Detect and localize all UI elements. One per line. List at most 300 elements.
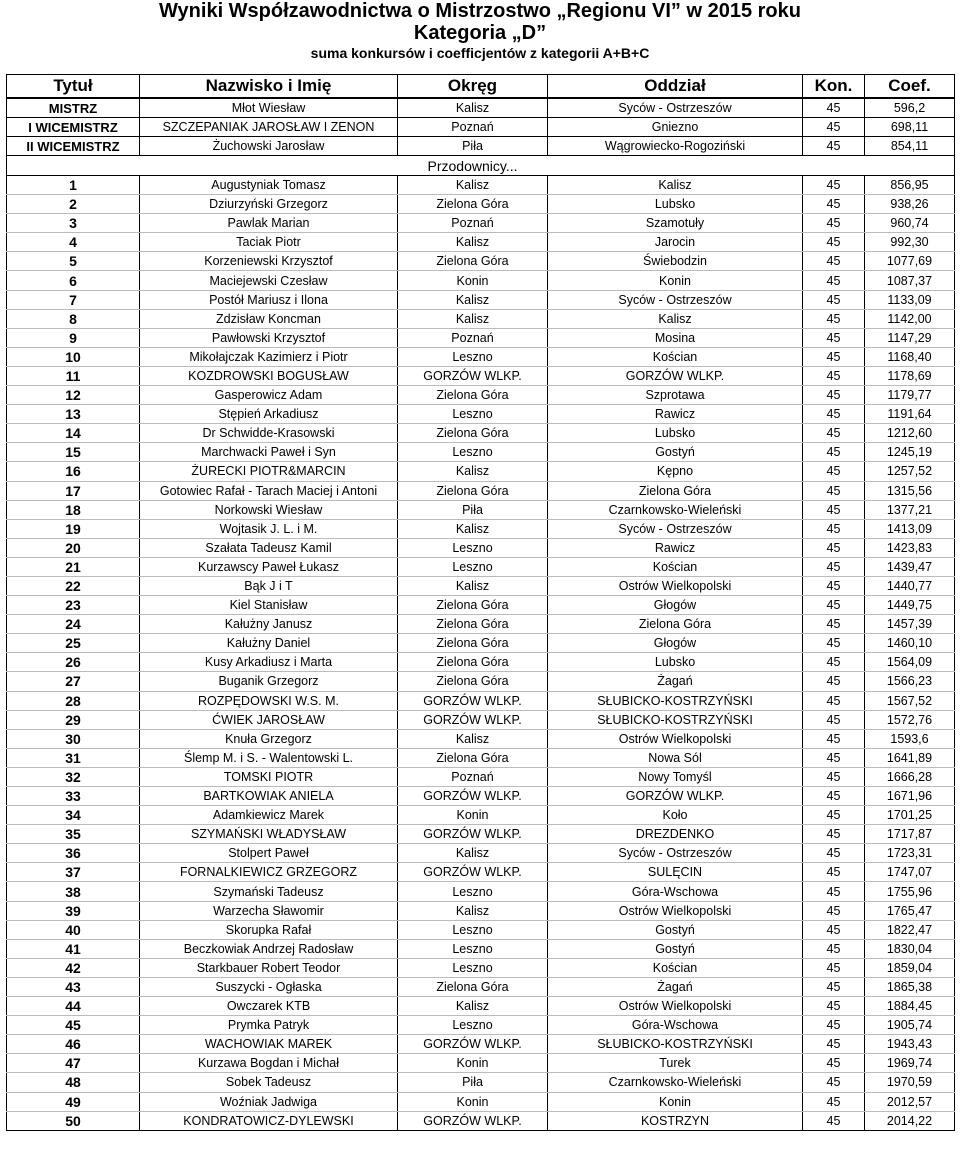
- result-okreg: Kalisz: [398, 176, 548, 195]
- result-row: [7, 825, 955, 844]
- header-oddzial: Oddział: [548, 75, 803, 99]
- result-okreg: Zielona Góra: [398, 195, 548, 214]
- result-oddzial: Szprotawa: [548, 386, 803, 405]
- result-kon: 45: [803, 901, 865, 920]
- result-rank: 22: [7, 576, 140, 595]
- result-oddzial: Szamotuły: [548, 214, 803, 233]
- champion-kon: 45: [803, 137, 865, 156]
- result-name: WACHOWIAK MAREK: [140, 1035, 398, 1054]
- result-rank: 19: [7, 519, 140, 538]
- result-row: [7, 653, 955, 672]
- result-okreg: Poznań: [398, 214, 548, 233]
- result-oddzial: Góra-Wschowa: [548, 882, 803, 901]
- champion-row: [7, 118, 955, 137]
- result-okreg: Konin: [398, 271, 548, 290]
- result-rank: 2: [7, 195, 140, 214]
- result-okreg: Kalisz: [398, 901, 548, 920]
- result-name: Gasperowicz Adam: [140, 386, 398, 405]
- result-coef: 960,74: [865, 214, 955, 233]
- champion-oddzial: Wągrowiecko-Rogoziński: [548, 137, 803, 156]
- result-kon: 45: [803, 347, 865, 366]
- result-row: [7, 519, 955, 538]
- header-title: Tytuł: [7, 75, 140, 99]
- result-oddzial: Rawicz: [548, 405, 803, 424]
- result-row: [7, 252, 955, 271]
- result-okreg: Leszno: [398, 443, 548, 462]
- result-name: Norkowski Wiesław: [140, 500, 398, 519]
- result-coef: 1440,77: [865, 576, 955, 595]
- result-rank: 37: [7, 863, 140, 882]
- result-name: SZYMAŃSKI WŁADYSŁAW: [140, 825, 398, 844]
- result-coef: 1859,04: [865, 958, 955, 977]
- result-okreg: Kalisz: [398, 233, 548, 252]
- result-name: Taciak Piotr: [140, 233, 398, 252]
- result-row: [7, 462, 955, 481]
- result-coef: 1970,59: [865, 1073, 955, 1092]
- results-table: [6, 74, 955, 1131]
- result-row: [7, 424, 955, 443]
- result-oddzial: Ostrów Wielkopolski: [548, 729, 803, 748]
- result-row: [7, 920, 955, 939]
- document-header: [0, 0, 960, 62]
- result-row: [7, 958, 955, 977]
- result-name: BARTKOWIAK ANIELA: [140, 787, 398, 806]
- result-rank: 7: [7, 290, 140, 309]
- result-coef: 2012,57: [865, 1092, 955, 1111]
- result-name: Augustyniak Tomasz: [140, 176, 398, 195]
- result-kon: 45: [803, 729, 865, 748]
- result-okreg: GORZÓW WLKP.: [398, 825, 548, 844]
- result-okreg: Kalisz: [398, 997, 548, 1016]
- result-name: Skorupka Rafał: [140, 920, 398, 939]
- result-kon: 45: [803, 882, 865, 901]
- result-okreg: Leszno: [398, 882, 548, 901]
- result-oddzial: SŁUBICKO-KOSTRZYŃSKI: [548, 1035, 803, 1054]
- result-kon: 45: [803, 596, 865, 615]
- result-coef: 1666,28: [865, 767, 955, 786]
- result-kon: 45: [803, 615, 865, 634]
- result-kon: 45: [803, 176, 865, 195]
- champion-row: [7, 98, 955, 118]
- result-okreg: Zielona Góra: [398, 977, 548, 996]
- result-oddzial: Lubsko: [548, 653, 803, 672]
- result-name: Postół Mariusz i Ilona: [140, 290, 398, 309]
- champion-title: I WICEMISTRZ: [7, 118, 140, 137]
- result-rank: 38: [7, 882, 140, 901]
- result-coef: 1212,60: [865, 424, 955, 443]
- result-kon: 45: [803, 1054, 865, 1073]
- result-rank: 41: [7, 939, 140, 958]
- result-name: Kurzawscy Paweł Łukasz: [140, 557, 398, 576]
- result-kon: 45: [803, 271, 865, 290]
- result-row: [7, 615, 955, 634]
- champion-kon: 45: [803, 118, 865, 137]
- result-kon: 45: [803, 328, 865, 347]
- result-row: [7, 481, 955, 500]
- result-coef: 1457,39: [865, 615, 955, 634]
- result-row: [7, 405, 955, 424]
- result-kon: 45: [803, 672, 865, 691]
- result-rank: 6: [7, 271, 140, 290]
- result-kon: 45: [803, 653, 865, 672]
- result-row: [7, 1016, 955, 1035]
- result-oddzial: Syców - Ostrzeszów: [548, 290, 803, 309]
- result-oddzial: Nowy Tomyśl: [548, 767, 803, 786]
- result-row: [7, 634, 955, 653]
- result-rank: 39: [7, 901, 140, 920]
- result-okreg: Poznań: [398, 328, 548, 347]
- champion-title: II WICEMISTRZ: [7, 137, 140, 156]
- result-coef: 1567,52: [865, 691, 955, 710]
- result-name: Stępień Arkadiusz: [140, 405, 398, 424]
- document-title: Wyniki Współzawodnictwa o Mistrzostwo „Regionu VI” w 2015 roku: [159, 0, 801, 22]
- result-okreg: Piła: [398, 500, 548, 519]
- result-rank: 31: [7, 748, 140, 767]
- result-oddzial: Czarnkowsko-Wieleński: [548, 500, 803, 519]
- result-coef: 1168,40: [865, 347, 955, 366]
- result-coef: 1765,47: [865, 901, 955, 920]
- result-rank: 10: [7, 347, 140, 366]
- result-name: Wojtasik J. L. i M.: [140, 519, 398, 538]
- champion-row: [7, 137, 955, 156]
- header-coef: Coef.: [865, 75, 955, 99]
- result-okreg: Leszno: [398, 920, 548, 939]
- result-name: KONDRATOWICZ-DYLEWSKI: [140, 1111, 398, 1130]
- result-rank: 30: [7, 729, 140, 748]
- result-okreg: Zielona Góra: [398, 634, 548, 653]
- result-coef: 938,26: [865, 195, 955, 214]
- result-kon: 45: [803, 233, 865, 252]
- result-coef: 1865,38: [865, 977, 955, 996]
- result-oddzial: DREZDENKO: [548, 825, 803, 844]
- result-row: [7, 386, 955, 405]
- result-oddzial: GORZÓW WLKP.: [548, 787, 803, 806]
- result-oddzial: Zielona Góra: [548, 615, 803, 634]
- result-coef: 1179,77: [865, 386, 955, 405]
- result-row: [7, 271, 955, 290]
- result-oddzial: Turek: [548, 1054, 803, 1073]
- result-name: Maciejewski Czesław: [140, 271, 398, 290]
- result-okreg: Leszno: [398, 939, 548, 958]
- result-name: Adamkiewicz Marek: [140, 806, 398, 825]
- result-kon: 45: [803, 1092, 865, 1111]
- result-oddzial: Koło: [548, 806, 803, 825]
- result-kon: 45: [803, 767, 865, 786]
- result-row: [7, 176, 955, 195]
- result-kon: 45: [803, 481, 865, 500]
- result-kon: 45: [803, 844, 865, 863]
- result-okreg: GORZÓW WLKP.: [398, 863, 548, 882]
- result-oddzial: Kościan: [548, 347, 803, 366]
- result-name: Marchwacki Paweł i Syn: [140, 443, 398, 462]
- result-name: Ślemp M. i S. - Walentowski L.: [140, 748, 398, 767]
- champion-kon: 45: [803, 98, 865, 118]
- result-coef: 1747,07: [865, 863, 955, 882]
- result-coef: 1077,69: [865, 252, 955, 271]
- result-row: [7, 710, 955, 729]
- result-kon: 45: [803, 1035, 865, 1054]
- result-okreg: Zielona Góra: [398, 653, 548, 672]
- result-oddzial: Świebodzin: [548, 252, 803, 271]
- result-rank: 25: [7, 634, 140, 653]
- result-rank: 13: [7, 405, 140, 424]
- result-kon: 45: [803, 748, 865, 767]
- result-kon: 45: [803, 290, 865, 309]
- result-row: [7, 538, 955, 557]
- result-okreg: GORZÓW WLKP.: [398, 787, 548, 806]
- result-name: Gotowiec Rafał - Tarach Maciej i Antoni: [140, 481, 398, 500]
- result-name: Starkbauer Robert Teodor: [140, 958, 398, 977]
- result-okreg: Zielona Góra: [398, 386, 548, 405]
- result-okreg: Konin: [398, 806, 548, 825]
- result-coef: 1641,89: [865, 748, 955, 767]
- result-rank: 46: [7, 1035, 140, 1054]
- champion-coef: 698,11: [865, 118, 955, 137]
- result-oddzial: Nowa Sól: [548, 748, 803, 767]
- result-oddzial: Lubsko: [548, 195, 803, 214]
- result-rank: 17: [7, 481, 140, 500]
- result-rank: 8: [7, 309, 140, 328]
- result-coef: 1943,43: [865, 1035, 955, 1054]
- result-okreg: Kalisz: [398, 290, 548, 309]
- header-name: Nazwisko i Imię: [140, 75, 398, 99]
- result-oddzial: SŁUBICKO-KOSTRZYŃSKI: [548, 710, 803, 729]
- result-rank: 45: [7, 1016, 140, 1035]
- result-row: [7, 195, 955, 214]
- result-rank: 33: [7, 787, 140, 806]
- result-oddzial: Głogów: [548, 596, 803, 615]
- champion-okreg: Poznań: [398, 118, 548, 137]
- result-name: Beczkowiak Andrzej Radosław: [140, 939, 398, 958]
- result-rank: 24: [7, 615, 140, 634]
- result-row: [7, 863, 955, 882]
- champion-okreg: Kalisz: [398, 98, 548, 118]
- result-okreg: Zielona Góra: [398, 424, 548, 443]
- result-okreg: Leszno: [398, 557, 548, 576]
- result-oddzial: Lubsko: [548, 424, 803, 443]
- result-name: Dr Schwidde-Krasowski: [140, 424, 398, 443]
- champion-name: Żuchowski Jarosław: [140, 137, 398, 156]
- result-okreg: Leszno: [398, 347, 548, 366]
- result-okreg: GORZÓW WLKP.: [398, 710, 548, 729]
- result-kon: 45: [803, 386, 865, 405]
- result-oddzial: Żagań: [548, 977, 803, 996]
- result-name: Warzecha Sławomir: [140, 901, 398, 920]
- result-coef: 1439,47: [865, 557, 955, 576]
- result-rank: 44: [7, 997, 140, 1016]
- result-okreg: Zielona Góra: [398, 481, 548, 500]
- result-name: Buganik Grzegorz: [140, 672, 398, 691]
- result-okreg: Zielona Góra: [398, 596, 548, 615]
- result-row: [7, 443, 955, 462]
- result-name: Owczarek KTB: [140, 997, 398, 1016]
- result-coef: 1191,64: [865, 405, 955, 424]
- result-okreg: GORZÓW WLKP.: [398, 1035, 548, 1054]
- result-oddzial: Kępno: [548, 462, 803, 481]
- result-rank: 28: [7, 691, 140, 710]
- result-oddzial: Kościan: [548, 557, 803, 576]
- result-okreg: Kalisz: [398, 519, 548, 538]
- result-coef: 1884,45: [865, 997, 955, 1016]
- result-coef: 856,95: [865, 176, 955, 195]
- result-kon: 45: [803, 863, 865, 882]
- result-coef: 1449,75: [865, 596, 955, 615]
- result-row: [7, 844, 955, 863]
- result-name: Woźniak Jadwiga: [140, 1092, 398, 1111]
- result-rank: 36: [7, 844, 140, 863]
- result-row: [7, 557, 955, 576]
- result-row: [7, 806, 955, 825]
- result-rank: 16: [7, 462, 140, 481]
- result-name: Szymański Tadeusz: [140, 882, 398, 901]
- result-kon: 45: [803, 252, 865, 271]
- result-coef: 1377,21: [865, 500, 955, 519]
- header-okreg: Okręg: [398, 75, 548, 99]
- result-oddzial: Czarnkowsko-Wieleński: [548, 1073, 803, 1092]
- result-rank: 23: [7, 596, 140, 615]
- result-name: ROZPĘDOWSKI W.S. M.: [140, 691, 398, 710]
- result-okreg: GORZÓW WLKP.: [398, 1111, 548, 1130]
- result-oddzial: Syców - Ostrzeszów: [548, 844, 803, 863]
- result-kon: 45: [803, 576, 865, 595]
- result-oddzial: Kalisz: [548, 309, 803, 328]
- result-name: Kusy Arkadiusz i Marta: [140, 653, 398, 672]
- result-coef: 1245,19: [865, 443, 955, 462]
- result-name: Pawlak Marian: [140, 214, 398, 233]
- result-rank: 49: [7, 1092, 140, 1111]
- result-name: Kiel Stanisław: [140, 596, 398, 615]
- result-oddzial: Gostyń: [548, 443, 803, 462]
- champion-oddzial: Syców - Ostrzeszów: [548, 98, 803, 118]
- result-kon: 45: [803, 443, 865, 462]
- result-coef: 1572,76: [865, 710, 955, 729]
- result-kon: 45: [803, 691, 865, 710]
- header-row: [7, 75, 955, 99]
- result-okreg: Leszno: [398, 538, 548, 557]
- result-kon: 45: [803, 424, 865, 443]
- result-okreg: Kalisz: [398, 729, 548, 748]
- result-name: Stolpert Paweł: [140, 844, 398, 863]
- result-okreg: Zielona Góra: [398, 252, 548, 271]
- result-name: Korzeniewski Krzysztof: [140, 252, 398, 271]
- result-row: [7, 1054, 955, 1073]
- result-okreg: GORZÓW WLKP.: [398, 691, 548, 710]
- result-row: [7, 997, 955, 1016]
- result-name: Bąk J i T: [140, 576, 398, 595]
- result-okreg: Kalisz: [398, 462, 548, 481]
- result-oddzial: Rawicz: [548, 538, 803, 557]
- result-kon: 45: [803, 366, 865, 385]
- result-rank: 21: [7, 557, 140, 576]
- result-okreg: Konin: [398, 1092, 548, 1111]
- result-coef: 1564,09: [865, 653, 955, 672]
- result-rank: 34: [7, 806, 140, 825]
- result-kon: 45: [803, 500, 865, 519]
- result-name: Kurzawa Bogdan i Michał: [140, 1054, 398, 1073]
- result-row: [7, 1035, 955, 1054]
- champion-name: SZCZEPANIAK JAROSŁAW I ZENON: [140, 118, 398, 137]
- champion-okreg: Piła: [398, 137, 548, 156]
- result-name: Szałata Tadeusz Kamil: [140, 538, 398, 557]
- result-coef: 1671,96: [865, 787, 955, 806]
- result-kon: 45: [803, 462, 865, 481]
- result-name: FORNALKIEWICZ GRZEGORZ: [140, 863, 398, 882]
- result-row: [7, 596, 955, 615]
- result-name: Sobek Tadeusz: [140, 1073, 398, 1092]
- result-rank: 48: [7, 1073, 140, 1092]
- result-row: [7, 691, 955, 710]
- result-oddzial: GORZÓW WLKP.: [548, 366, 803, 385]
- result-okreg: Piła: [398, 1073, 548, 1092]
- result-coef: 1905,74: [865, 1016, 955, 1035]
- result-coef: 1969,74: [865, 1054, 955, 1073]
- section-label: Przodownicy...: [398, 156, 548, 176]
- result-kon: 45: [803, 1073, 865, 1092]
- result-name: TOMSKI PIOTR: [140, 767, 398, 786]
- result-rank: 9: [7, 328, 140, 347]
- result-coef: 1566,23: [865, 672, 955, 691]
- result-kon: 45: [803, 214, 865, 233]
- result-rank: 14: [7, 424, 140, 443]
- result-row: [7, 347, 955, 366]
- result-row: [7, 939, 955, 958]
- champion-name: Młot Wiesław: [140, 98, 398, 118]
- result-oddzial: KOSTRZYN: [548, 1111, 803, 1130]
- category-title: Kategoria „D”: [413, 22, 547, 44]
- result-coef: 1717,87: [865, 825, 955, 844]
- result-rank: 43: [7, 977, 140, 996]
- result-oddzial: Konin: [548, 271, 803, 290]
- result-rank: 4: [7, 233, 140, 252]
- result-row: [7, 309, 955, 328]
- result-row: [7, 977, 955, 996]
- champion-title: MISTRZ: [7, 98, 140, 118]
- result-okreg: Zielona Góra: [398, 672, 548, 691]
- result-name: Kałużny Daniel: [140, 634, 398, 653]
- result-row: [7, 729, 955, 748]
- result-oddzial: Jarocin: [548, 233, 803, 252]
- result-coef: 1593,6: [865, 729, 955, 748]
- subtitle: suma konkursów i coefficjentów z kategorii A+B+C: [310, 45, 650, 61]
- result-coef: 1460,10: [865, 634, 955, 653]
- result-row: [7, 748, 955, 767]
- result-row: [7, 787, 955, 806]
- result-name: ŻURECKI PIOTR&MARCIN: [140, 462, 398, 481]
- result-coef: 1315,56: [865, 481, 955, 500]
- result-coef: 1701,25: [865, 806, 955, 825]
- result-okreg: Leszno: [398, 405, 548, 424]
- champion-coef: 596,2: [865, 98, 955, 118]
- result-kon: 45: [803, 997, 865, 1016]
- result-okreg: Zielona Góra: [398, 615, 548, 634]
- result-kon: 45: [803, 958, 865, 977]
- result-oddzial: Gostyń: [548, 920, 803, 939]
- result-coef: 1087,37: [865, 271, 955, 290]
- result-oddzial: Mosina: [548, 328, 803, 347]
- result-kon: 45: [803, 1016, 865, 1035]
- result-row: [7, 1073, 955, 1092]
- result-kon: 45: [803, 787, 865, 806]
- result-coef: 1142,00: [865, 309, 955, 328]
- result-coef: 1830,04: [865, 939, 955, 958]
- result-coef: 1723,31: [865, 844, 955, 863]
- result-name: Pawłowski Krzysztof: [140, 328, 398, 347]
- result-kon: 45: [803, 939, 865, 958]
- result-oddzial: Żagań: [548, 672, 803, 691]
- result-row: [7, 767, 955, 786]
- result-row: [7, 290, 955, 309]
- result-coef: 1423,83: [865, 538, 955, 557]
